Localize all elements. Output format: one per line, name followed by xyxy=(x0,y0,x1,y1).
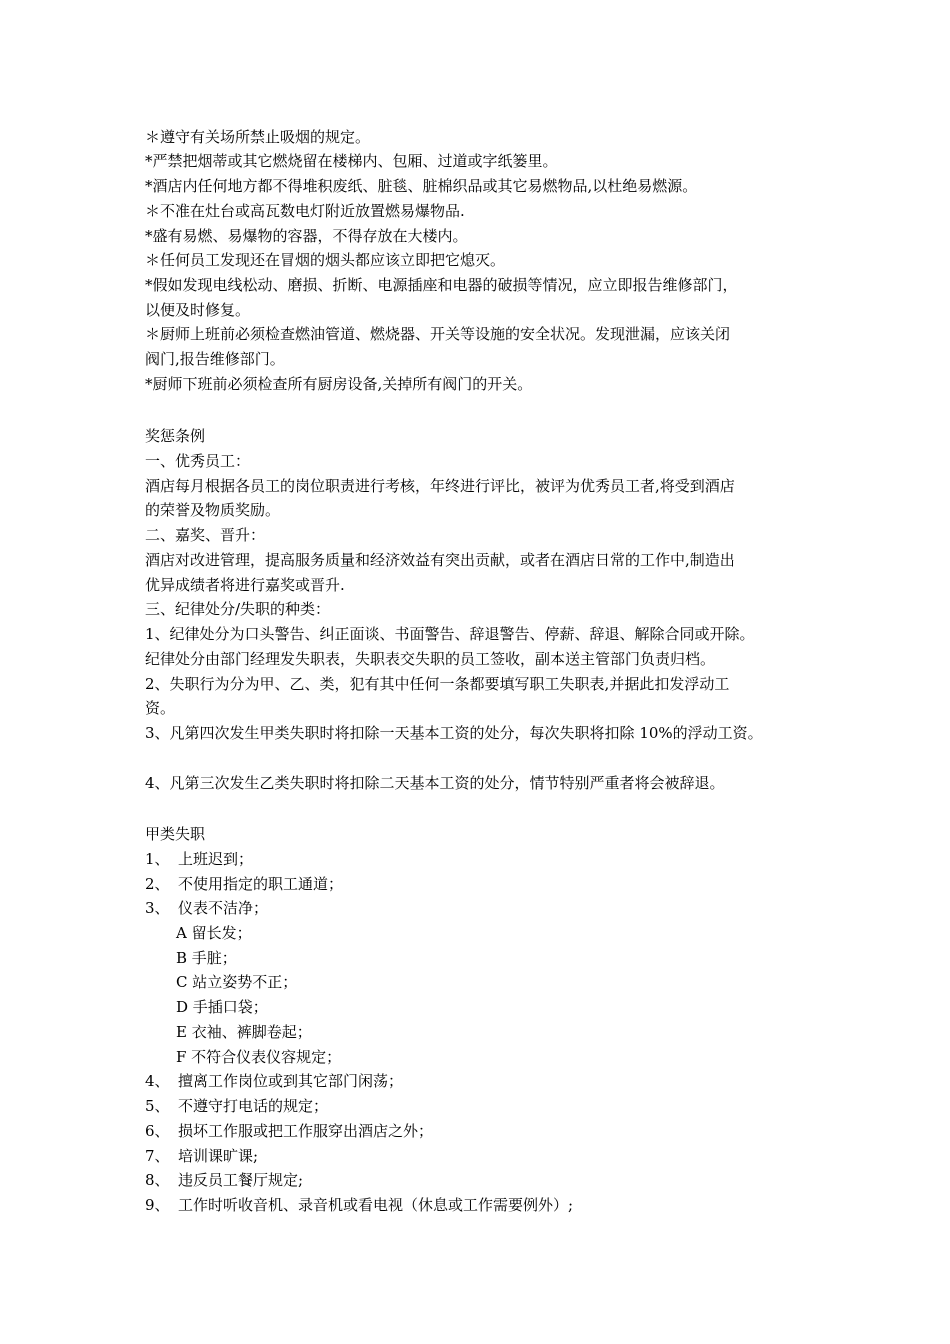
class-a-item-5 xyxy=(145,1094,328,1118)
class-a-item-6 xyxy=(145,1119,433,1143)
class-a-subitem-b: B 手脏； xyxy=(176,949,237,967)
class-a-title: 甲类失职 xyxy=(145,825,206,843)
class-a-item-9 xyxy=(145,1193,573,1217)
class-a-item-1 xyxy=(145,847,253,871)
rewards-line-9: 纪律处分由部门经理发失职表，失职表交失职的员工签收，副本送主管部门负责归档。 xyxy=(145,650,716,668)
item-number: 6、 xyxy=(145,1122,170,1140)
item-number: 5、 xyxy=(145,1097,170,1115)
item-text: 上班迟到； xyxy=(178,850,254,868)
item-text: 工作时听收音机、录音机或看电视（休息或工作需要例外）; xyxy=(178,1196,574,1214)
item-number: 3、 xyxy=(145,899,170,917)
rewards-line-10: 2、失职行为分为甲、乙、类，犯有其中任何一条都要填写职工失职表,并据此扣发浮动工 xyxy=(145,675,730,693)
safety-rule-9: *厨师下班前必须检查所有厨房设备,关掉所有阀门的开关。 xyxy=(145,375,533,393)
item-text: 培训课旷课; xyxy=(178,1147,259,1165)
item-text: 损坏工作服或把工作服穿出酒店之外； xyxy=(178,1122,434,1140)
item-number: 9、 xyxy=(145,1196,170,1214)
class-a-item-8 xyxy=(145,1168,303,1192)
item-text: 擅离工作岗位或到其它部门闲荡； xyxy=(178,1072,404,1090)
rewards-line-7: 三、纪律处分/失职的种类： xyxy=(145,600,331,618)
class-a-subitem-c: C 站立姿势不正； xyxy=(176,973,298,991)
class-a-item-7 xyxy=(145,1144,258,1168)
item-number: 7、 xyxy=(145,1147,170,1165)
item-text: 不遵守打电话的规定； xyxy=(178,1097,329,1115)
class-a-subitem-e: E 衣袖、裤脚卷起； xyxy=(176,1023,312,1041)
item-text: 违反员工餐厅规定; xyxy=(178,1171,304,1189)
item-number: 8、 xyxy=(145,1171,170,1189)
safety-rule-4: ＊不准在灶台或高瓦数电灯附近放置燃易爆物品. xyxy=(145,202,465,220)
safety-rule-7: *假如发现电线松动、磨损、折断、电源插座和电器的破损等情况，应立即报告维修部门， xyxy=(145,276,738,294)
safety-rule-1: ＊遵守有关场所禁止吸烟的规定。 xyxy=(145,128,371,146)
class-a-subitem-d: D 手插口袋； xyxy=(176,998,268,1016)
class-a-subitem-f: F 不符合仪表仪容规定； xyxy=(176,1048,342,1066)
safety-rule-5: *盛有易燃、易爆物的容器，不得存放在大楼内。 xyxy=(145,227,468,245)
class-a-item-3 xyxy=(145,896,268,920)
rewards-line-1: 一、优秀员工： xyxy=(145,452,251,470)
item-number: 2、 xyxy=(145,875,170,893)
item-text: 不使用指定的职工通道； xyxy=(178,875,344,893)
class-a-item-4 xyxy=(145,1069,403,1093)
safety-rule-2: *严禁把烟蒂或其它燃烧留在楼梯内、包厢、过道或字纸篓里。 xyxy=(145,152,558,170)
safety-rule-6: ＊任何员工发现还在冒烟的烟头都应该立即把它熄灭。 xyxy=(145,251,506,269)
item-text: 仪表不洁净； xyxy=(178,899,269,917)
rewards-line-5: 酒店对改进管理，提高服务质量和经济效益有突出贡献，或者在酒店日常的工作中,制造出 xyxy=(145,551,735,569)
rewards-line-12: 3、凡第四次发生甲类失职时将扣除一天基本工资的处分，每次失职将扣除 10%的浮动工资。 xyxy=(145,724,763,742)
rewards-title: 奖惩条例 xyxy=(145,427,206,445)
rewards-line-11: 资。 xyxy=(145,699,176,717)
rewards-line-3: 的荣誉及物质奖励。 xyxy=(145,501,281,519)
item-number: 1、 xyxy=(145,850,170,868)
item-number: 4、 xyxy=(145,1072,170,1090)
rewards-line-2: 酒店每月根据各员工的岗位职责进行考核，年终进行评比，被评为优秀员工者,将受到酒店 xyxy=(145,477,735,495)
safety-rule-3: *酒店内任何地方都不得堆积废纸、脏毯、脏棉织品或其它易燃物品,以杜绝易燃源。 xyxy=(145,177,698,195)
class-a-item-2 xyxy=(145,872,343,896)
safety-rule-8: ＊厨师上班前必须检查燃油管道、燃烧器、开关等设施的安全状况。发现泄漏，应该关闭 xyxy=(145,325,731,343)
rewards-line-8: 1、纪律处分为口头警告、纠正面谈、书面警告、辞退警告、停薪、辞退、解除合同或开除。 xyxy=(145,625,755,643)
rewards-line-4: 二、嘉奖、晋升： xyxy=(145,526,266,544)
rewards-line-6: 优异成绩者将进行嘉奖或晋升. xyxy=(145,576,345,594)
safety-rule-8-cont: 阀门,报告维修部门。 xyxy=(145,350,285,368)
rewards-rule-4: 4、凡第三次发生乙类失职时将扣除二天基本工资的处分，情节特别严重者将会被辞退。 xyxy=(145,774,725,792)
class-a-subitem-a: A 留长发； xyxy=(176,924,252,942)
safety-rule-7-cont: 以便及时修复。 xyxy=(145,301,251,319)
